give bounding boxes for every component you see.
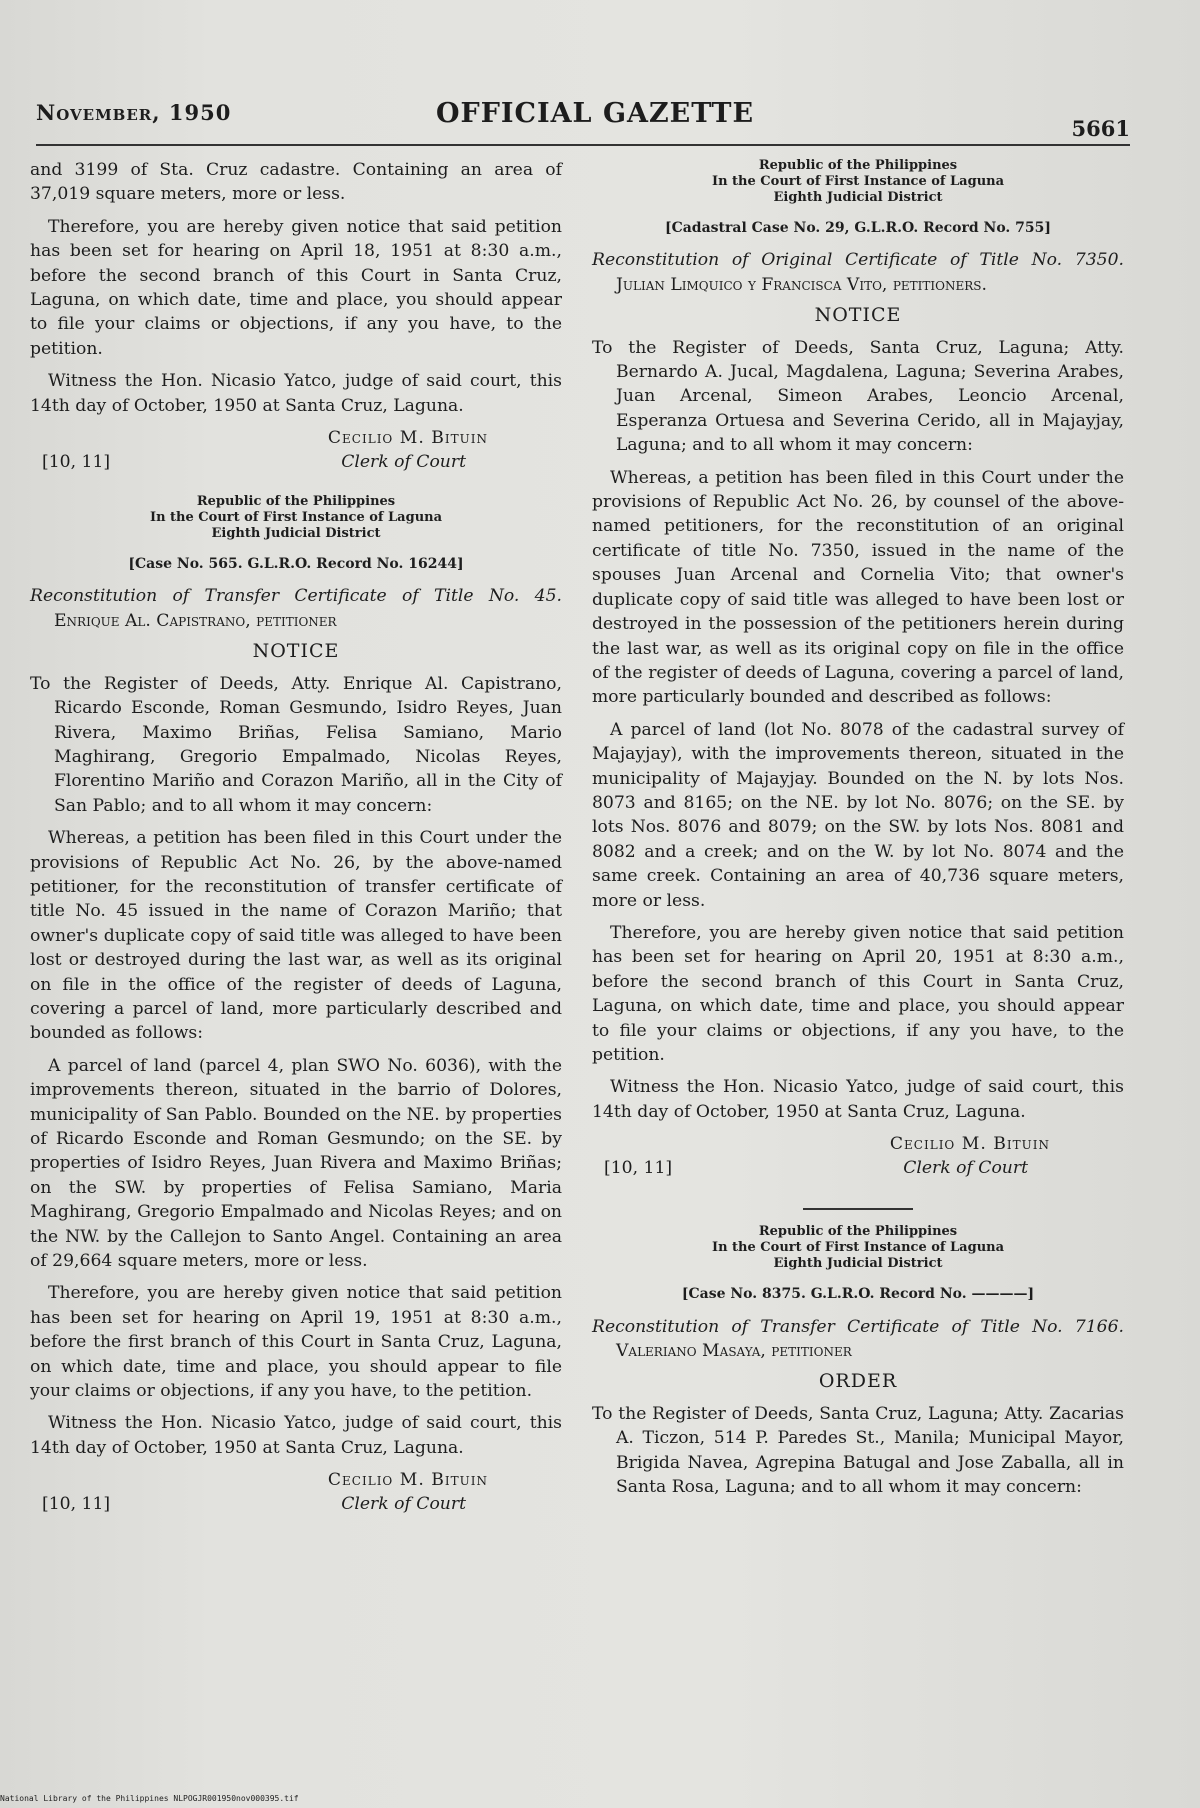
court-line-3: Eighth Judicial District — [773, 1256, 943, 1272]
continued-paragraph: and 3199 of Sta. Cruz cadastre. Containing an area of 37,019 square meters, more or less. — [30, 160, 562, 205]
left-column — [30, 158, 562, 1530]
reconstitution-text: Reconstitution of Transfer Certificate of Title No. 7166. — [592, 1316, 1124, 1337]
signature-block — [592, 1132, 1124, 1186]
petitioner-name: Enrique Al. Capistrano, petitioner — [54, 610, 337, 631]
reconstitution-title — [30, 584, 562, 633]
land-description: A parcel of land (lot No. 8078 of the cadastral survey of Majayjay), with the improvements thereon, situated in the municipality of Majayjay. Bounded on the N. by lots Nos. 8073 and 8165; on the NE. by lot No. 8076; on the SE. by lots Nos. 8076 and 8079; on the SW. by lots Nos. 8081 and 8082 and a creek; and on the W. by lot No. 8074 and the same creek. Containing an area of 40,736 square meters, more or less. — [592, 719, 1124, 911]
clerk-name: Cecilio M. Bituin — [327, 1470, 488, 1491]
signature-block — [30, 426, 562, 480]
signature-block — [30, 1468, 562, 1522]
publication-dates: [10, 11] — [604, 1158, 673, 1179]
petitioner-name: Valeriano Masaya, petitioner — [616, 1341, 852, 1362]
reconstitution-title — [592, 248, 1124, 297]
clerk-name: Cecilio M. Bituin — [327, 428, 488, 449]
witness-paragraph: Witness the Hon. Nicasio Yatco, judge of said court, this 14th day of October, 1950 at Santa Cruz, Laguna. — [592, 1077, 1124, 1122]
header-rule — [36, 144, 1130, 146]
petitioner-name: Julian Limquico y Francisca Vito, petitioners. — [616, 274, 987, 295]
publication-dates: [10, 11] — [42, 1494, 111, 1515]
addressees: To the Register of Deeds, Santa Cruz, Laguna; Atty. Zacarias A. Ticzon, 514 P. Paredes St., Manila; Municipal Mayor, Brigida Navea, Agrepina Batugal and Jose Zaballa, all in Santa Rosa, Laguna; and to all whom it may concern: — [592, 1403, 1124, 1498]
addressees: To the Register of Deeds, Atty. Enrique Al. Capistrano, Ricardo Esconde, Roman Gesmundo, Isidro Reyes, Juan Rivera, Maximo Briñas, Felisa Samiano, Mario Maghirang, Gregorio Empalmado, Nicolas Reyes, Florentino Mariño and Corazon Mariño, all in the City of San Pablo; and to all whom it may concern: — [30, 673, 562, 816]
court-line-2: In the Court of First Instance of Laguna — [711, 1240, 1005, 1256]
court-heading — [30, 494, 562, 542]
clerk-title: Clerk of Court — [341, 452, 466, 473]
court-line-3: Eighth Judicial District — [211, 526, 381, 542]
issue-date: November, 1950 — [36, 100, 232, 125]
whereas-paragraph: Whereas, a petition has been filed in this Court under the provisions of Republic Act No. 26, by counsel of the above-named petitioners, for the reconstitution of an original certificate of title No. 7350, issued in the name of the spouses Juan Arcenal and Cornelia Vito; that owner's duplicate copy of said title was alleged to have been lost or destroyed in the possession of the petitioners herein during the last war, as well as its original copy on file in the office of the register of deeds of Laguna, covering a parcel of land, more particularly bounded and described as follows: — [592, 467, 1124, 708]
page-number: 5661 — [1071, 116, 1130, 141]
hearing-paragraph: Therefore, you are hereby given notice that said petition has been set for hearing on April 19, 1951 at 8:30 a.m., before the first branch of this Court in Santa Cruz, Laguna, on which date, time and place, you should appear to file your claims or objections, if any you have, to the petition. — [30, 1283, 562, 1402]
court-heading — [592, 1224, 1124, 1272]
right-column — [592, 158, 1124, 1507]
case-number: [Cadastral Case No. 29, G.L.R.O. Record No. 755] — [664, 220, 1052, 236]
court-line-1: Republic of the Philippines — [758, 1224, 958, 1240]
hearing-paragraph: Therefore, you are hereby given notice that said petition has been set for hearing on April 18, 1951 at 8:30 a.m., before the second branch of this Court in Santa Cruz, Laguna, on which date, time and place, you should appear to file your claims or objections, if any you have, to the petition. — [30, 216, 562, 359]
addressees: To the Register of Deeds, Santa Cruz, Laguna; Atty. Bernardo A. Jucal, Magdalena, Laguna; Severina Arabes, Juan Arcenal, Simeon Arabes, Leoncio Arcenal, Esperanza Ortuesa and Severina Cerido, all in Majayjay, Laguna; and to all whom it may concern: — [592, 337, 1124, 456]
land-description: A parcel of land (parcel 4, plan SWO No. 6036), with the improvements thereon, situated in the barrio of Dolores, municipality of San Pablo. Bounded on the NE. by properties of Ricardo Esconde and Roman Gesmundo; on the SE. by properties of Isidro Reyes, Juan Rivera and Maximo Briñas; on the SW. by properties of Felisa Samiano, Maria Maghirang, Gregorio Empalmado and Nicolas Reyes; and on the NW. by the Callejon to Santo Angel. Containing an area of 29,664 square meters, more or less. — [30, 1055, 562, 1272]
reconstitution-text: Reconstitution of Transfer Certificate of Title No. 45. — [30, 586, 562, 607]
reconstitution-title — [592, 1315, 1124, 1364]
whereas-paragraph: Whereas, a petition has been filed in this Court under the provisions of Republic Act No. 26, by the above-named petitioner, for the reconstitution of transfer certificate of title No. 45 issued in the name of Corazon Mariño; that owner's duplicate copy of said title was alleged to have been lost or destroyed during the last war, as well as its original on file in the office of the register of deeds of Laguna, covering a parcel of land, more particularly described and bounded as follows: — [30, 828, 562, 1044]
hearing-paragraph: Therefore, you are hereby given notice that said petition has been set for hearing on April 20, 1951 at 8:30 a.m., before the second branch of this Court in Santa Cruz, Laguna, on which date, time and place, you should appear to file your claims or objections, if any you have, to the petition. — [592, 922, 1124, 1065]
court-line-3: Eighth Judicial District — [773, 190, 943, 205]
court-line-1: Republic of the Philippines — [196, 494, 396, 510]
clerk-name: Cecilio M. Bituin — [889, 1134, 1050, 1155]
reconstitution-text: Reconstitution of Original Certificate of Title No. 7350. — [592, 250, 1124, 271]
witness-paragraph: Witness the Hon. Nicasio Yatco, judge of said court, this 14th day of October, 1950 at Santa Cruz, Laguna. — [30, 1413, 562, 1458]
case-number: [Case No. 565. G.L.R.O. Record No. 16244] — [128, 556, 464, 573]
court-line-2: In the Court of First Instance of Laguna — [149, 510, 443, 526]
publication-title: OFFICIAL GAZETTE — [436, 98, 755, 129]
clerk-title: Clerk of Court — [341, 1494, 466, 1515]
court-line-1: Republic of the Philippines — [758, 158, 958, 173]
court-line-2: In the Court of First Instance of Laguna — [711, 174, 1005, 189]
case-number: [Case No. 8375. G.L.R.O. Record No. ————] — [681, 1286, 1035, 1303]
witness-paragraph: Witness the Hon. Nicasio Yatco, judge of said court, this 14th day of October, 1950 at Santa Cruz, Laguna. — [30, 371, 562, 416]
notice-heading: NOTICE — [814, 304, 902, 327]
scan-source-footer: National Library of the Philippines NLPOGJR001950nov000395.tif — [0, 1794, 299, 1803]
court-heading — [592, 158, 1124, 206]
order-heading: ORDER — [818, 1370, 898, 1393]
notice-divider — [803, 1208, 913, 1210]
notice-heading: NOTICE — [252, 640, 340, 663]
page-header — [36, 92, 1130, 141]
clerk-title: Clerk of Court — [903, 1158, 1028, 1179]
publication-dates: [10, 11] — [42, 452, 111, 473]
